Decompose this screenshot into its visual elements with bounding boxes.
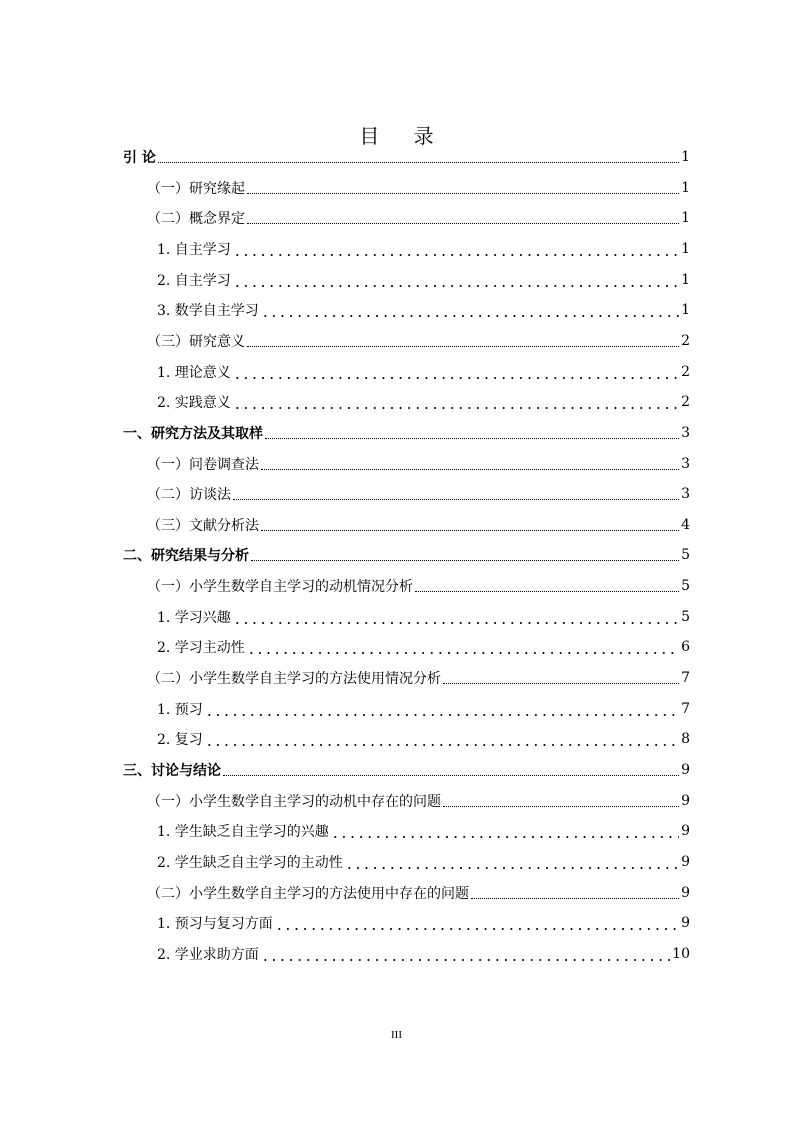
toc-entry-label: 1. 预习与复习方面 — [157, 916, 273, 933]
toc-dot-leader — [247, 652, 679, 654]
toc-entry-label: 2. 实践意义 — [157, 395, 231, 412]
toc-dot-leader — [265, 437, 679, 439]
toc-entry[interactable] — [147, 205, 690, 231]
toc-entry-page: 9 — [681, 884, 690, 901]
toc-entry[interactable] — [147, 880, 690, 906]
toc-entry[interactable] — [147, 481, 690, 507]
toc-entry-label: 引 论 — [123, 150, 156, 166]
toc-entry-label: 三、讨论与结论 — [123, 763, 221, 779]
toc-dot-leader — [261, 315, 679, 317]
toc-entry-page: 2 — [681, 394, 690, 411]
toc-entry-page: 9 — [681, 762, 690, 778]
toc-entry[interactable] — [123, 144, 690, 170]
toc-entry[interactable] — [157, 941, 690, 967]
toc-entry-label: （二）小学生数学自主学习的方法使用情况分析 — [147, 671, 441, 688]
toc-entry-label: （二）访谈法 — [147, 487, 231, 504]
toc-dot-leader — [247, 345, 679, 347]
toc-dot-leader — [261, 529, 679, 531]
toc-entry-page: 5 — [681, 578, 690, 595]
toc-dot-leader — [471, 897, 679, 899]
toc-dot-leader — [205, 714, 679, 716]
toc-entry-label: 1. 预习 — [157, 701, 203, 718]
toc-entry[interactable] — [157, 236, 690, 262]
toc-dot-leader — [275, 928, 679, 930]
toc-dot-leader — [233, 377, 679, 379]
toc-entry-label: （二）小学生数学自主学习的方法使用中存在的问题 — [147, 885, 469, 902]
toc-dot-leader — [233, 407, 679, 409]
toc-entry-label: （三）研究意义 — [147, 333, 245, 350]
toc-entry-page: 10 — [672, 945, 690, 962]
toc-entry[interactable] — [157, 910, 690, 936]
toc-entry-page: 1 — [681, 149, 690, 165]
toc-entry[interactable] — [147, 665, 690, 691]
toc-entry[interactable] — [157, 696, 690, 722]
toc-dot-leader — [247, 192, 679, 194]
toc-entry-page: 9 — [681, 915, 690, 932]
toc-entry-page: 9 — [681, 792, 690, 809]
toc-entry-label: （一）问卷调查法 — [147, 456, 259, 473]
toc-entry-page: 9 — [681, 853, 690, 870]
toc-entry-label: （一）研究缘起 — [147, 180, 245, 197]
toc-entry-page: 6 — [681, 639, 690, 656]
toc-dot-leader — [247, 222, 679, 224]
toc-dot-leader — [443, 682, 679, 684]
toc-entry[interactable] — [147, 175, 690, 201]
toc-entry[interactable] — [157, 389, 690, 415]
toc-entry-page: 7 — [681, 670, 690, 687]
toc-entry-label: 2. 复习 — [157, 732, 203, 749]
toc-entry-label: （三）文献分析法 — [147, 517, 259, 534]
toc-dot-leader — [233, 285, 679, 287]
toc-entry[interactable] — [147, 512, 690, 538]
toc-entry-page: 1 — [681, 210, 690, 227]
toc-entry[interactable] — [157, 297, 690, 323]
toc-entry[interactable] — [147, 328, 690, 354]
toc-entry-label: （二）概念界定 — [147, 211, 245, 228]
page-title: 目 录 — [359, 124, 448, 148]
toc-entry-page: 3 — [681, 424, 690, 441]
toc-dot-leader — [233, 498, 679, 500]
toc-entry-page: 4 — [681, 516, 690, 533]
toc-entry[interactable] — [157, 726, 690, 752]
toc-dot-leader — [158, 161, 679, 163]
toc-entry-label: 1. 学生缺乏自主学习的兴趣 — [157, 824, 329, 841]
toc-entry[interactable] — [157, 267, 690, 293]
toc-dot-leader — [233, 622, 679, 624]
toc-dot-leader — [443, 805, 679, 807]
toc-dot-leader — [345, 867, 679, 869]
toc-entry-page: 7 — [681, 700, 690, 717]
toc-entry[interactable] — [157, 849, 690, 875]
toc-entry-page: 3 — [681, 486, 690, 503]
toc-entry[interactable] — [147, 573, 690, 599]
toc-entry-label: 2. 学习主动性 — [157, 640, 245, 657]
toc-entry-label: 二、研究结果与分析 — [123, 548, 249, 565]
toc-entry-page: 2 — [681, 363, 690, 380]
toc-entry-page: 5 — [681, 608, 690, 625]
toc-entry[interactable] — [123, 757, 690, 783]
toc-entry-label: 一、研究方法及其取样 — [123, 425, 263, 442]
toc-entry[interactable] — [157, 359, 690, 385]
toc-entry-page: 9 — [681, 823, 690, 840]
toc-dot-leader — [261, 959, 670, 961]
toc-entry-label: （一）小学生数学自主学习的动机中存在的问题 — [147, 793, 441, 810]
toc-entry-page: 5 — [681, 547, 690, 564]
toc-entry-label: 1. 学习兴趣 — [157, 609, 231, 626]
toc-entry-page: 1 — [681, 302, 690, 319]
toc-entry-page: 1 — [681, 240, 690, 257]
toc-entry-label: 2. 学业求助方面 — [157, 946, 259, 963]
toc-entry-page: 1 — [681, 271, 690, 288]
toc-entry-label: 2. 学生缺乏自主学习的主动性 — [157, 854, 343, 871]
toc-entry-label: 1. 自主学习 — [157, 241, 231, 258]
toc-entry[interactable] — [157, 818, 690, 844]
toc-dot-leader — [261, 468, 679, 470]
toc-entry[interactable] — [147, 451, 690, 477]
toc-entry-page: 8 — [681, 731, 690, 748]
toc-entry[interactable] — [157, 604, 690, 630]
toc-dot-leader — [415, 590, 679, 592]
toc-entry-label: 1. 理论意义 — [157, 364, 231, 381]
toc-entry-page: 1 — [681, 179, 690, 196]
page-number-footer: III — [391, 1029, 402, 1041]
toc-entry[interactable] — [123, 542, 690, 568]
toc-entry-label: 2. 自主学习 — [157, 272, 231, 289]
toc-dot-leader — [251, 559, 679, 561]
toc-dot-leader — [331, 836, 679, 838]
toc-entry-label: 3. 数学自主学习 — [157, 303, 259, 320]
toc-entry[interactable] — [157, 634, 690, 660]
toc-entry[interactable] — [123, 420, 690, 446]
toc-entry-page: 3 — [681, 455, 690, 472]
toc-entry[interactable] — [147, 788, 690, 814]
toc-dot-leader — [223, 774, 679, 776]
toc-entry-page: 2 — [681, 332, 690, 349]
toc-entry-label: （一）小学生数学自主学习的动机情况分析 — [147, 579, 413, 596]
toc-dot-leader — [233, 254, 679, 256]
toc-dot-leader — [205, 744, 679, 746]
